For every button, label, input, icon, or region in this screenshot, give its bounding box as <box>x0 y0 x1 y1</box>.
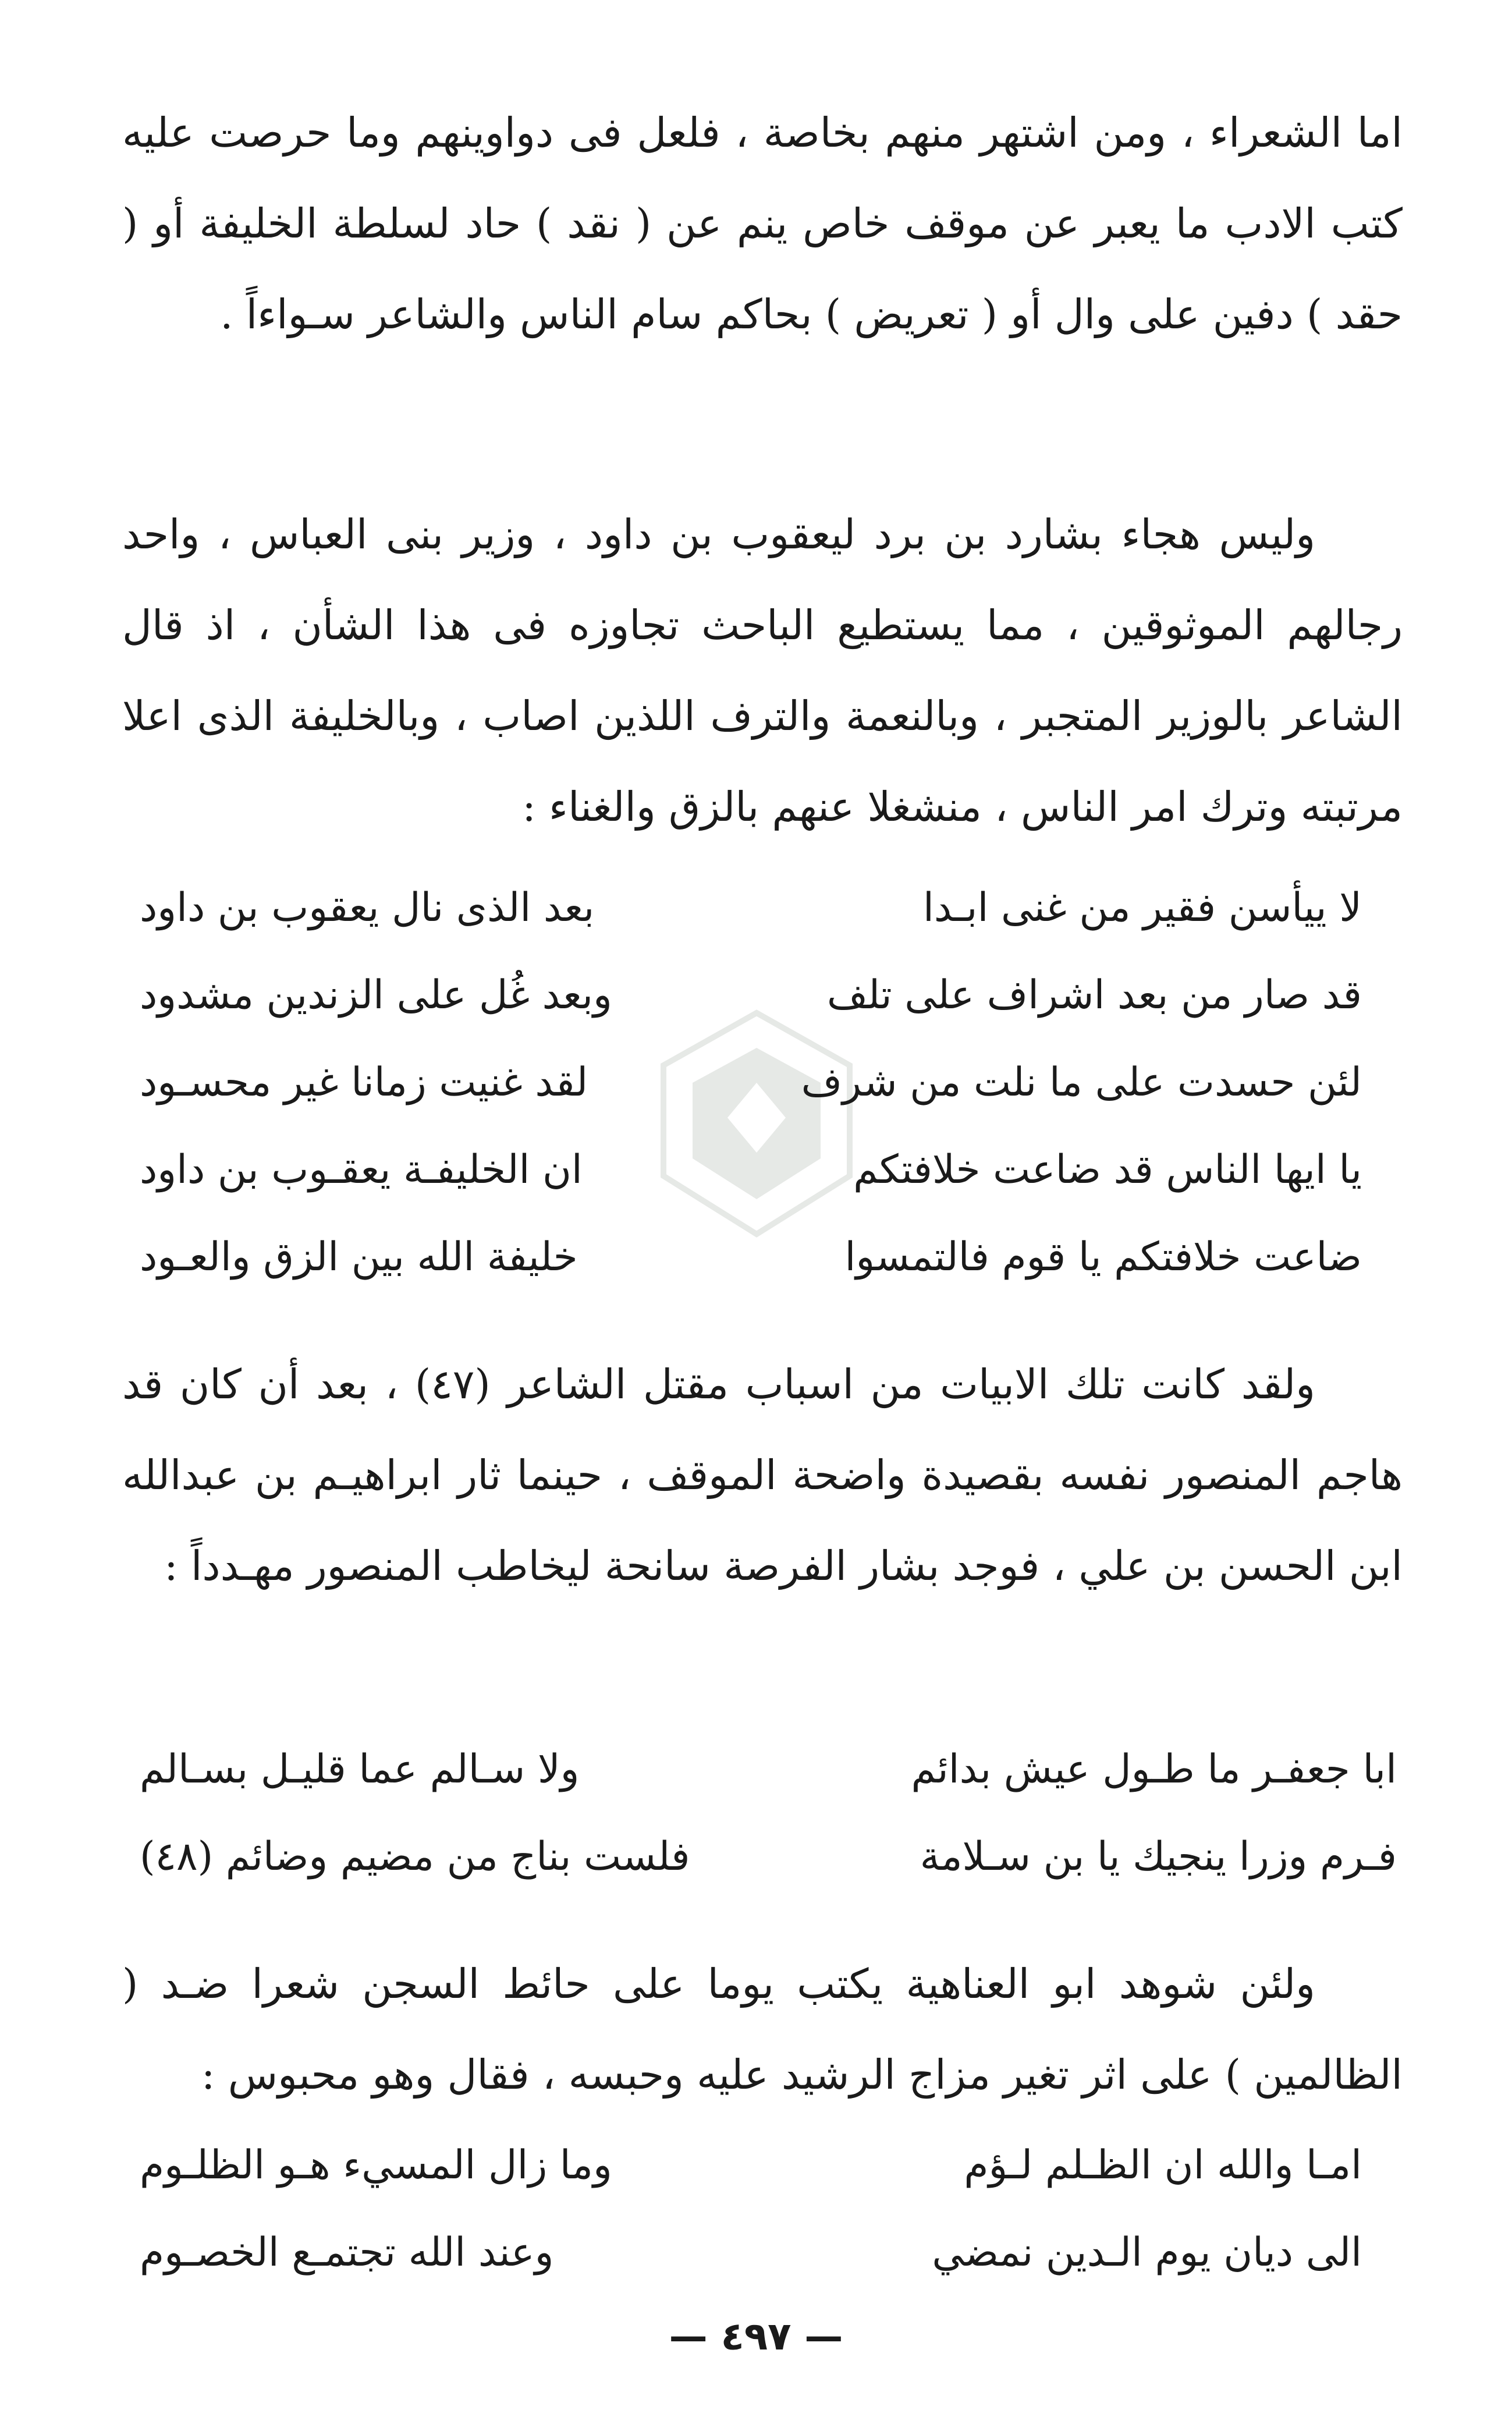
verse-line <box>140 873 1362 943</box>
verse-second-hemistich: بعد الذى نال يعقوب بن داود <box>140 885 595 931</box>
verse-second-hemistich: ان الخليفـة يعقـوب بن داود <box>140 1147 583 1193</box>
verse-first-hemistich: فـرم وزرا ينجيك يا بن سـلامة <box>920 1834 1397 1880</box>
verse-first-hemistich: امـا والله ان الظـلم لـؤم <box>964 2142 1362 2188</box>
verse-first-hemistich: الى ديان يوم الـدين نمضي <box>932 2230 1362 2276</box>
verse-first-hemistich: لا ييأسن فقير من غنى ابـدا <box>923 885 1362 931</box>
verse-second-hemistich: وعند الله تجتمـع الخصـوم <box>140 2230 554 2276</box>
verse-line <box>140 961 1362 1030</box>
verse-line <box>140 1735 1397 1805</box>
verse-second-hemistich: لقد غنيت زمانا غير محسـود <box>140 1059 588 1105</box>
verse-line <box>140 2131 1362 2200</box>
verse-second-hemistich: وما زال المسيء هـو الظلـوم <box>140 2142 612 2188</box>
verse-first-hemistich: ابا جعفـر ما طـول عيش بدائم <box>911 1746 1397 1792</box>
verse-second-hemistich: وبعد غُل على الزندين مشدود <box>140 972 612 1018</box>
verse-second-hemistich: خليفة الله بين الزق والعـود <box>140 1234 578 1280</box>
verse-line <box>140 1822 1397 1892</box>
page-number: — ٤٩٧ — <box>669 2314 843 2359</box>
verse-second-hemistich: فلست بناج من مضيم وضائم (٤٨) <box>140 1834 690 1880</box>
verse-first-hemistich: ضاعت خلافتكم يا قوم فالتمسوا <box>844 1234 1362 1280</box>
paragraph-4: ولئن شوهد ابو العناهية يكتب يوما على حائط السجن شعرا ضـد ( الظالمين ) على اثر تغير مزاج الرشيد عليه وحبسه ، فقال وهو محبوس : <box>122 1960 1403 2099</box>
verse-line <box>140 1048 1362 1118</box>
paragraph-1: اما الشعراء ، ومن اشتهر منهم بخاصة ، فلعل فى دواوينهم وما حرصت عليه كتب الادب ما يعبر عن موقف خاص ينم عن ( نقد ) حاد لسلطة الخليفة أو ( حقد ) دفين على وال أو ( تعريض ) بحاكم سام الناس والشاعر سـواءاً . <box>122 109 1403 338</box>
library-logo-icon <box>640 1001 873 1246</box>
verse-first-hemistich: لئن حسدت على ما نلت من شرف <box>801 1059 1362 1105</box>
verse-second-hemistich: ولا سـالم عما قليـل بسـالم <box>140 1746 580 1792</box>
verse-first-hemistich: قد صار من بعد اشراف على تلف <box>826 972 1362 1018</box>
paragraph-3: ولقد كانت تلك الابيات من اسباب مقتل الشاعر (٤٧) ، بعد أن كان قد هاجم المنصور نفسه بقصيدة واضحة الموقف ، حينما ثار ابراهيـم بن عبدالله ابن الحسن بن علي ، فوجد بشار الفرصة سانحة ليخاطب المنصور مهـدداً : <box>122 1360 1403 1590</box>
paragraph-2: وليس هجاء بشارد بن برد ليعقوب بن داود ، وزير بنى العباس ، واحد رجالهم الموثوقين ، مما يستطيع الباحث تجاوزه فى هذا الشأن ، اذ قال الشاعر بالوزير المتجبر ، وبالنعمة والترف اللذين اصاب ، وبالخليفة الذى اعلا مرتبته وترك امر الناس ، منشغلا عنهم بالزق والغناء : <box>122 511 1403 831</box>
verse-line <box>140 1222 1362 1292</box>
verse-line <box>140 1135 1362 1205</box>
verse-line <box>140 2218 1362 2288</box>
verse-first-hemistich: يا ايها الناس قد ضاعت خلافتكم <box>853 1147 1362 1193</box>
